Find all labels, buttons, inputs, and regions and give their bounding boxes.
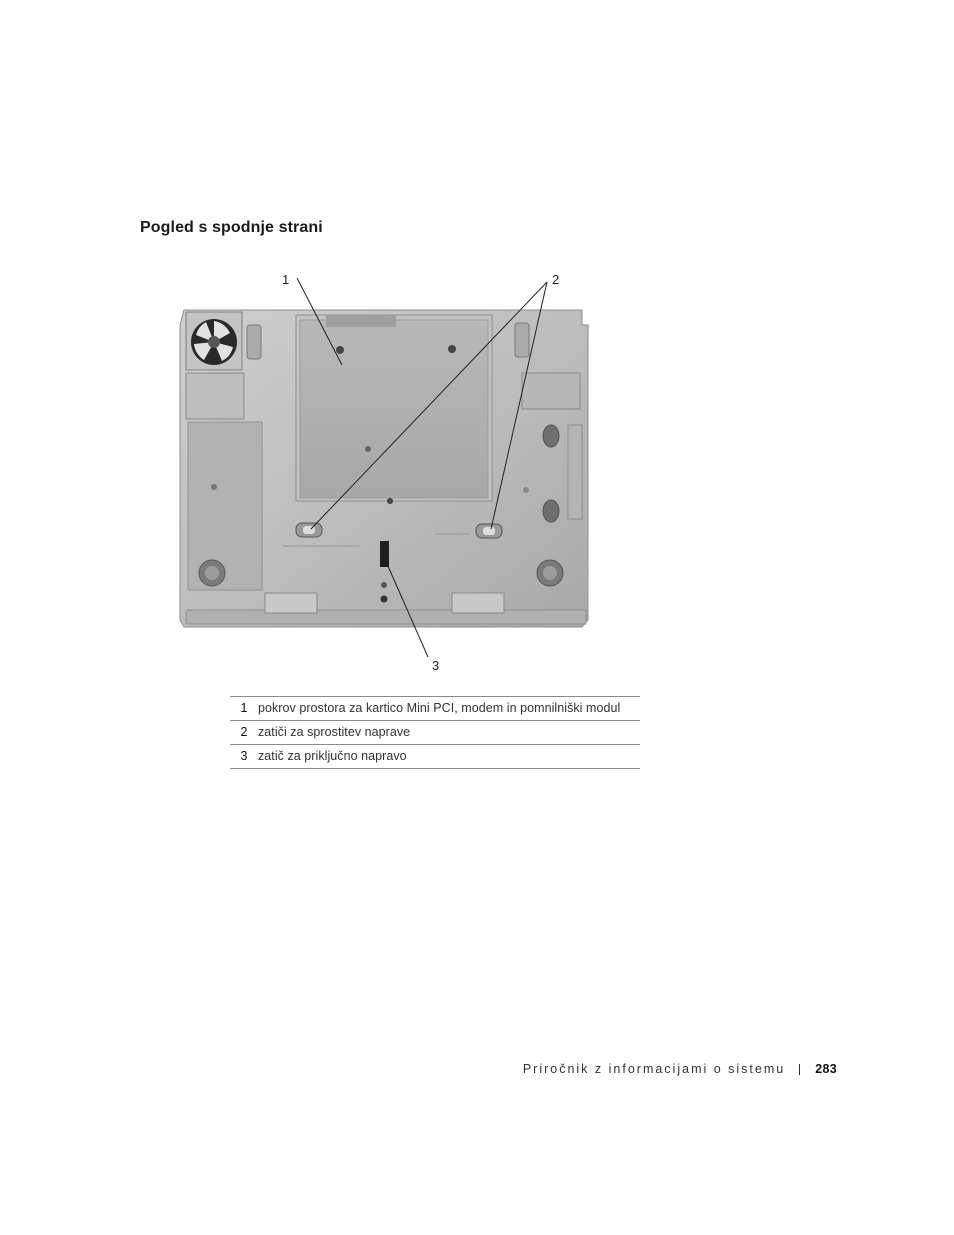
legend-number: 3 — [230, 745, 258, 769]
table-row — [230, 745, 640, 769]
legend-description: zatič za priključno napravo — [258, 745, 640, 769]
callout-legend-table — [230, 696, 640, 769]
legend-number: 1 — [230, 697, 258, 721]
callout-3-label: 3 — [432, 658, 440, 673]
callout-2-label: 2 — [552, 272, 560, 287]
device-illustration — [170, 265, 610, 680]
section-heading: Pogled s spodnje strani — [140, 219, 323, 236]
legend-number: 2 — [230, 721, 258, 745]
page-footer — [523, 1062, 837, 1076]
legend-description: zatiči za sprostitev naprave — [258, 721, 640, 745]
legend-description: pokrov prostora za kartico Mini PCI, modem in pomnilniški modul — [258, 697, 640, 721]
table-row — [230, 697, 640, 721]
docking-device-bottom-view-figure — [170, 265, 610, 680]
footer-separator — [799, 1064, 800, 1075]
page-number: 283 — [815, 1062, 837, 1076]
footer-book-title: Priročnik z informacijami o sistemu — [522, 1062, 786, 1076]
callout-1-label: 1 — [282, 272, 290, 287]
table-row — [230, 721, 640, 745]
